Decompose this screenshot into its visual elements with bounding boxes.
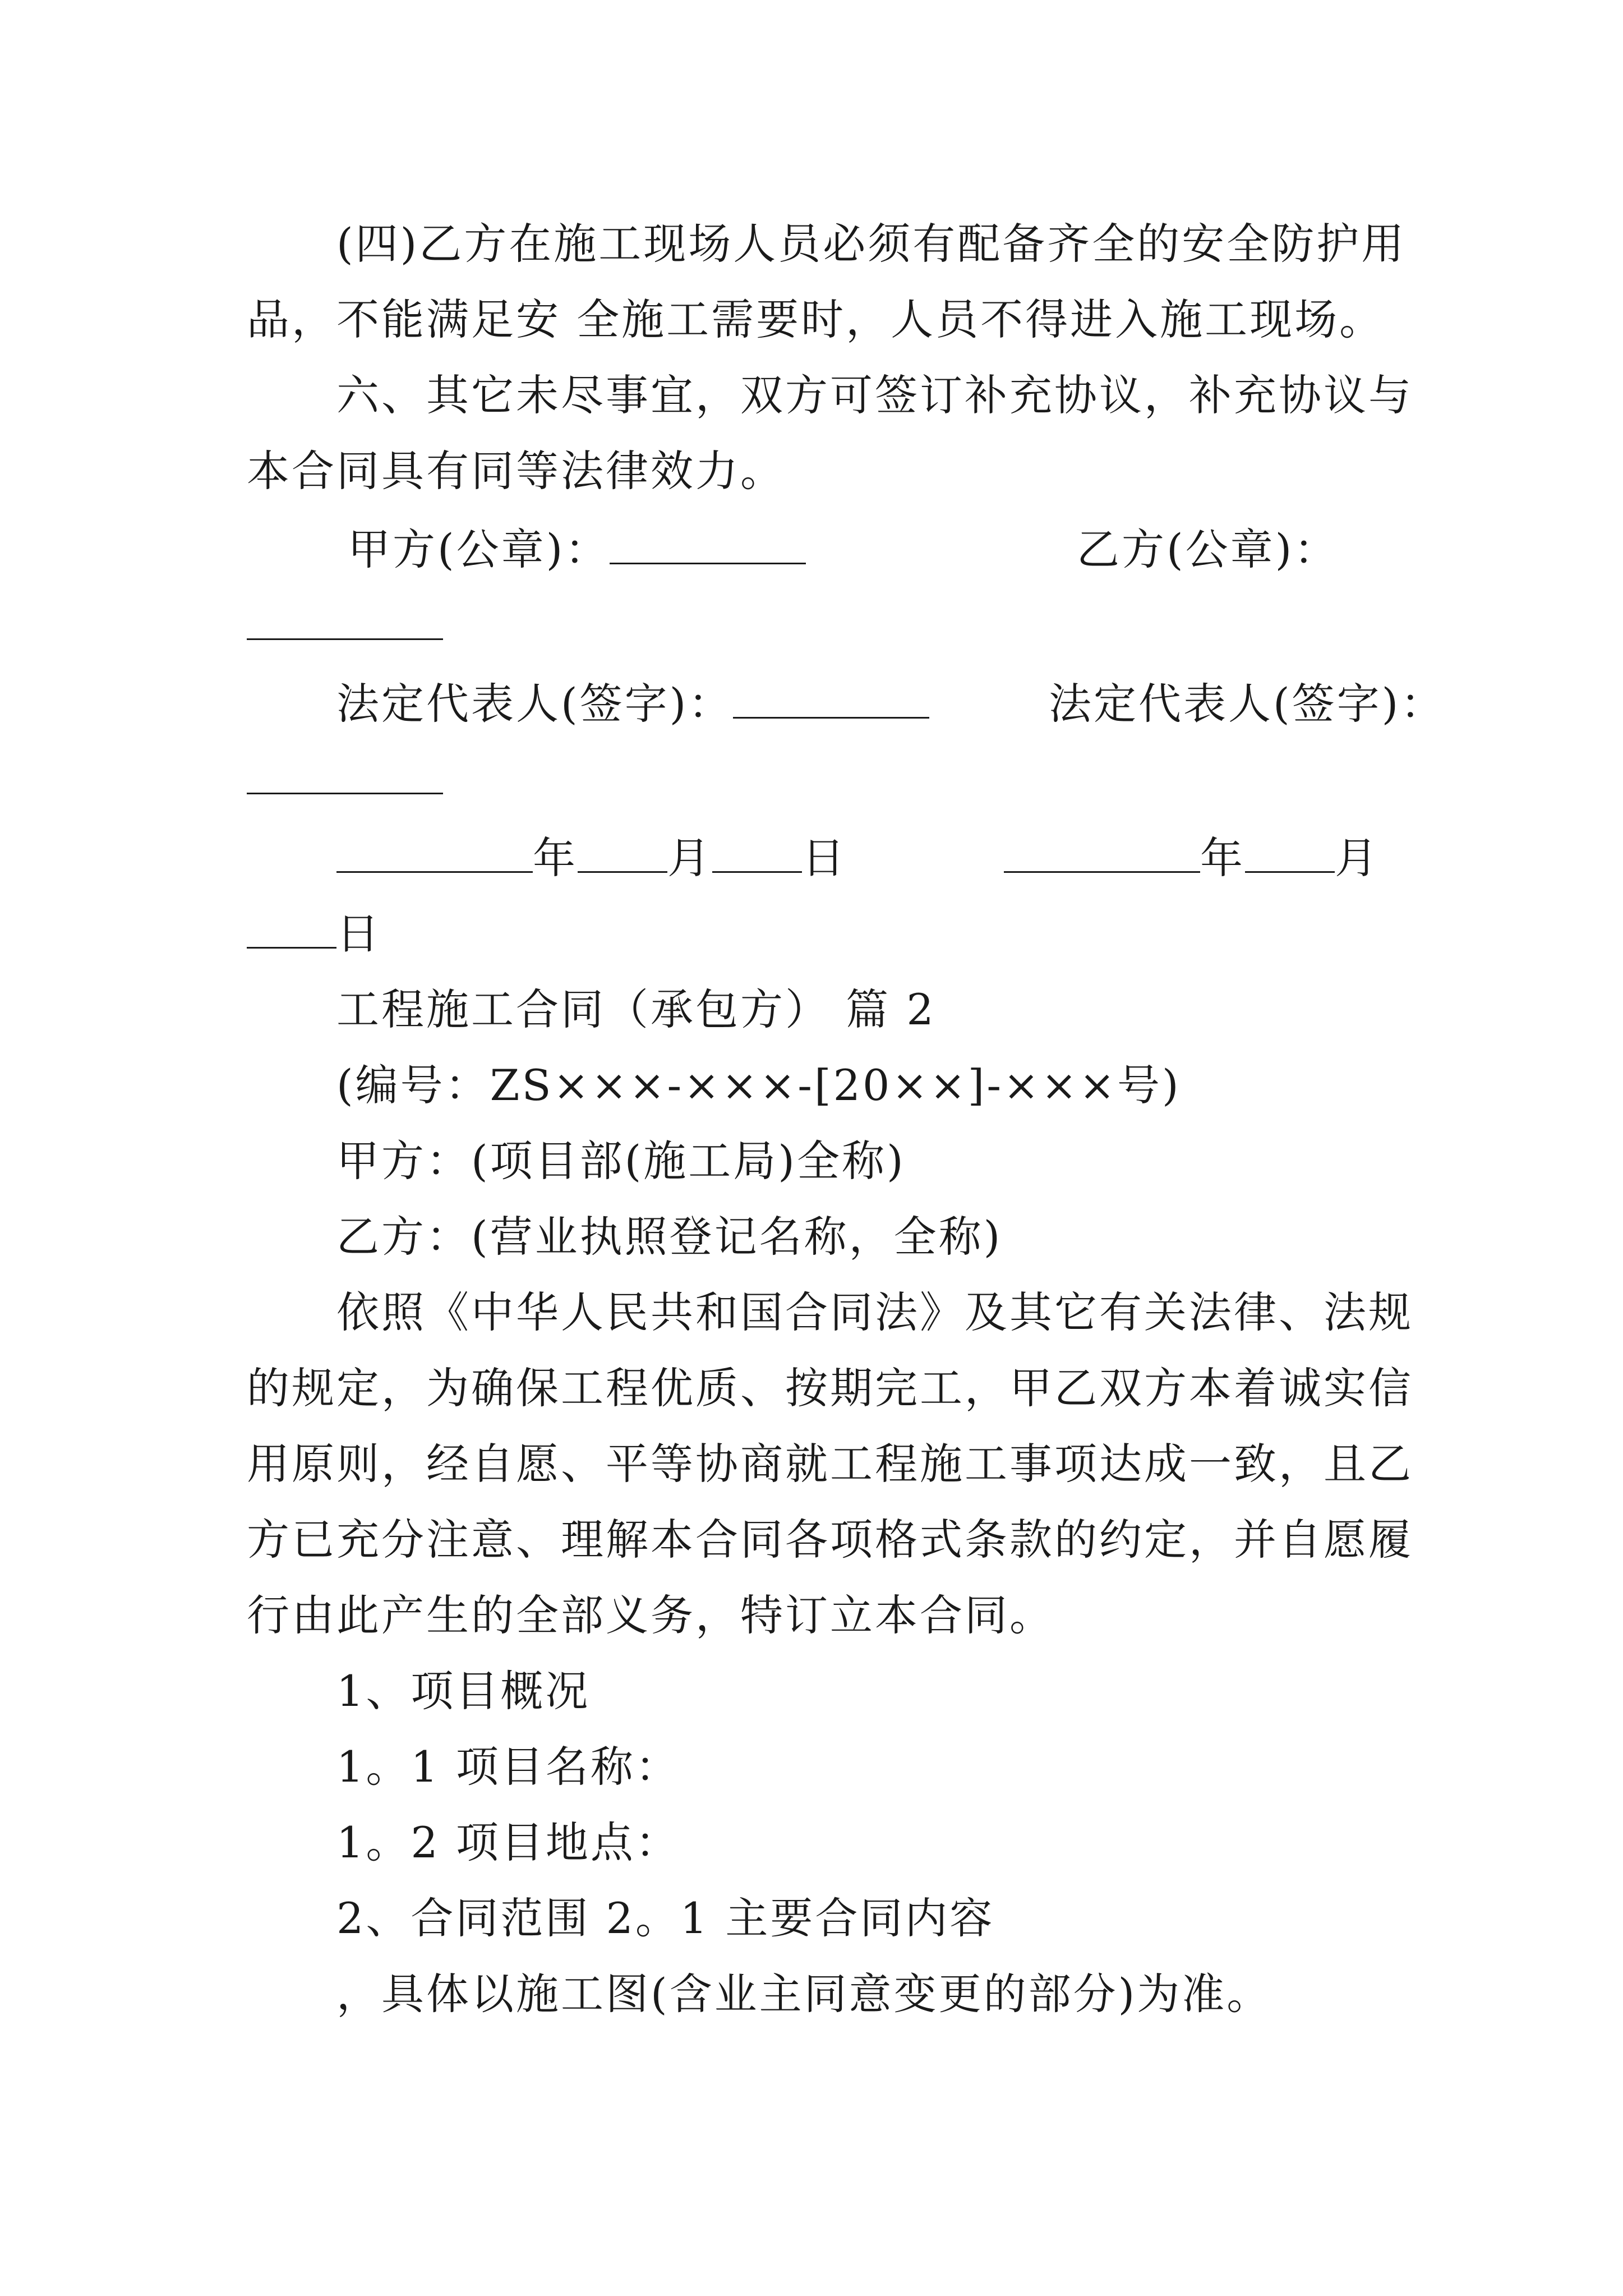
party-b-day-row [247,900,1391,968]
party-a-rep-label: 法定代表人(签字)： [336,679,734,729]
party-b-month-blank [1245,831,1335,873]
party-a-seal-blank [610,522,806,564]
clause-six-line-1: 六、其它未尽事宜，双方可签订补充协议，补充协议与 [336,370,1413,420]
item-project-name: 1。1 项目名称： [336,1742,680,1792]
party-b-rep-label: 法定代表人(签字)： [1049,679,1446,729]
section-project-overview: 1、项目概况 [336,1666,591,1716]
party-b-rep-blank-row [247,746,1391,813]
party-b-month-label: 月 [1335,833,1380,883]
date-row [336,825,1391,892]
seal-row [348,516,1391,583]
party-a-day-label: 日 [802,833,847,883]
safety-paragraph-line-1: (四)乙方在施工现场人员必须有配备齐全的安全防护用 [336,219,1407,269]
party-b-year-label: 年 [1200,833,1245,883]
preamble-line-5: 行由此产生的全部义务，特订立本合同。 [247,1590,1054,1640]
party-a-year-label: 年 [533,833,578,883]
party-b-seal-blank-row [247,592,1391,659]
section-contract-scope: 2、合同范围 2。1 主要合同内容 [336,1893,995,1943]
item-project-location: 1。2 项目地点： [336,1818,680,1867]
safety-paragraph-line-2: 品，不能满足安 全施工需要时，人员不得进入施工现场。 [247,295,1385,344]
party-b-day-blank [247,907,336,949]
party-b-day-label: 日 [336,909,381,959]
contract-heading: 工程施工合同（承包方） 篇 2 [336,984,936,1034]
party-a-month-blank [578,831,667,873]
party-a-year-blank [336,831,533,873]
party-a-rep-blank [733,677,929,719]
party-a-month-label: 月 [667,833,712,883]
party-b-rep-blank [247,752,443,794]
party-b-date [1004,825,1380,892]
preamble-line-1: 依照《中华人民共和国合同法》及其它有关法律、法规 [336,1287,1413,1337]
party-b-name: 乙方：(营业执照登记名称，全称) [336,1212,1003,1262]
scope-note: ，具体以施工图(含业主同意变更的部分)为准。 [336,1969,1272,2019]
party-b-year-blank [1004,831,1200,873]
preamble-line-2: 的规定，为确保工程优质、按期完工，甲乙双方本着诚实信 [247,1363,1413,1413]
party-b-seal-blank [247,598,443,640]
clause-six-line-2: 本合同具有同等法律效力。 [247,446,785,496]
preamble-line-4: 方已充分注意、理解本合同各项格式条款的约定，并自愿履 [247,1515,1413,1565]
preamble-line-3: 用原则，经自愿、平等协商就工程施工事项达成一致，且乙 [247,1439,1413,1489]
party-b-seal-label: 乙方(公章)： [1077,524,1339,574]
contract-number: (编号：ZS×××-×××-[20××]-×××号) [336,1060,1181,1110]
party-a-name: 甲方：(项目部(施工局)全称) [336,1136,906,1186]
party-a-day-blank [712,831,802,873]
representative-row [336,670,1446,738]
party-a-seal-label: 甲方(公章)： [348,524,610,574]
